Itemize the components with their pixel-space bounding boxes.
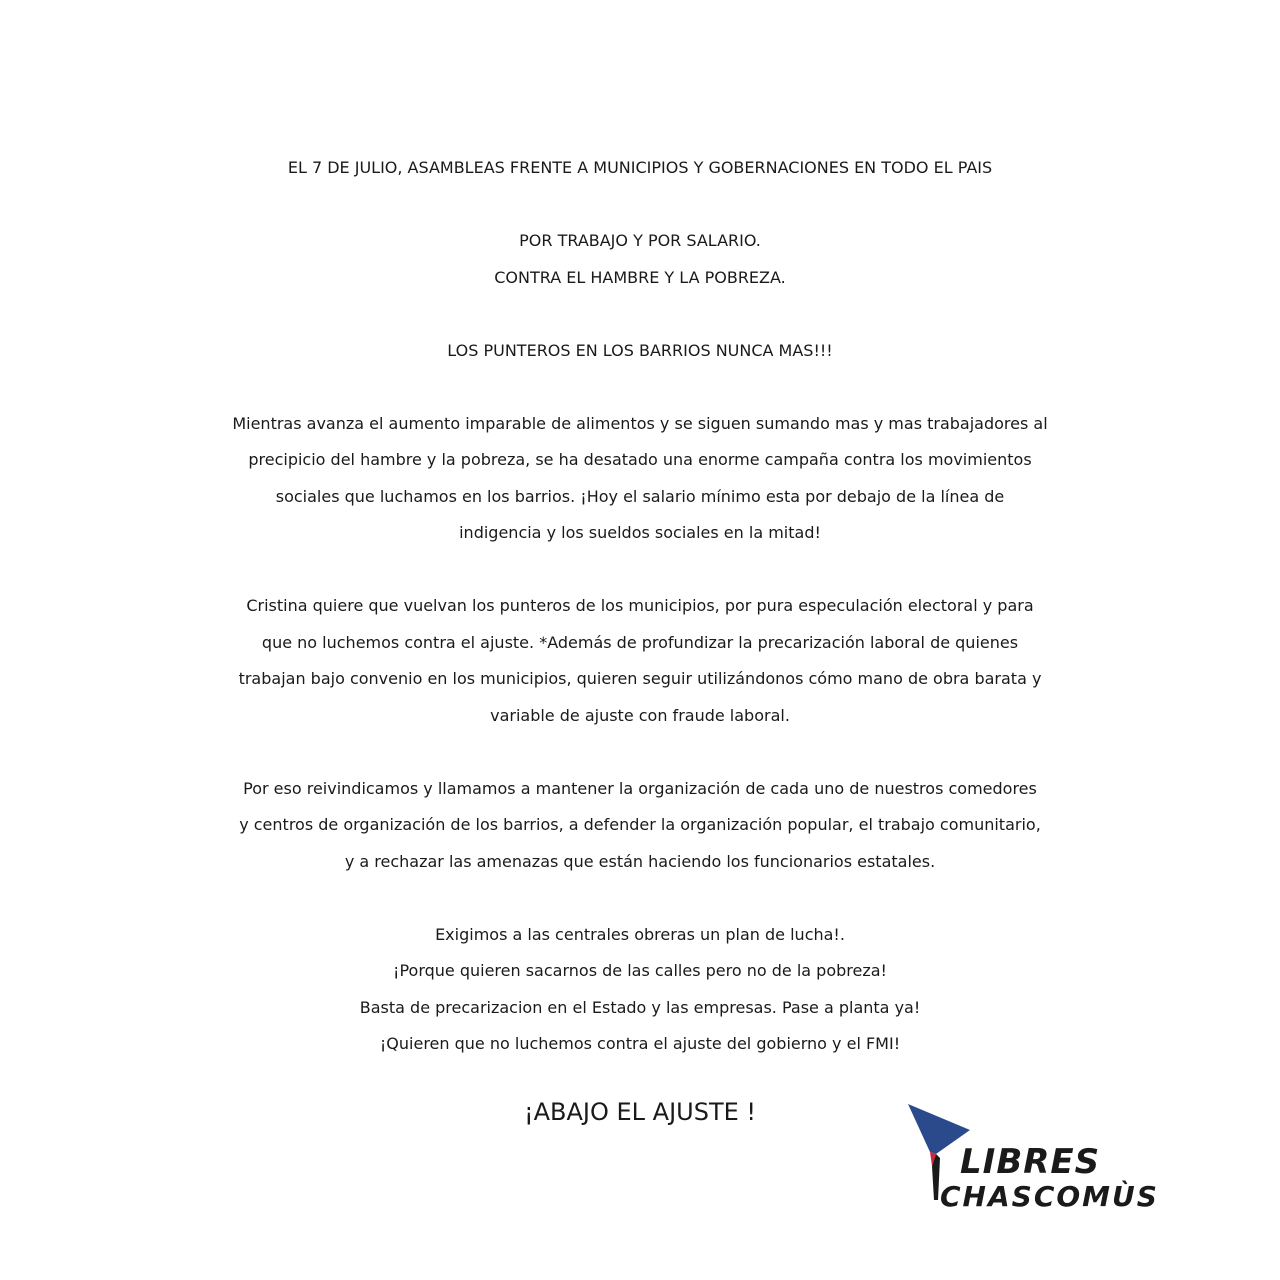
document-title: EL 7 DE JULIO, ASAMBLEAS FRENTE A MUNICIPIOS Y GOBERNACIONES EN TODO EL PAIS <box>287 158 993 177</box>
spacer <box>0 880 1280 917</box>
paragraph-2-line: trabajan bajo convenio en los municipios, quieren seguir utilizándonos cómo mano de obra barata y <box>238 669 1042 688</box>
document-body <box>0 150 1280 1063</box>
logo-text-chascomus: CHASCOMÙS <box>940 1180 1159 1213</box>
demand-line: Exigimos a las centrales obreras un plan de lucha!. <box>435 924 845 944</box>
paragraph-3-line: y centros de organización de los barrios, a defender la organización popular, el trabajo comunitario, <box>239 815 1041 834</box>
demand-line: Basta de precarizacion en el Estado y las empresas. Pase a planta ya! <box>359 997 921 1017</box>
paragraph-3-line: Por eso reivindicamos y llamamos a mantener la organización de cada uno de nuestros comedores <box>243 778 1037 798</box>
paragraph-2-line: variable de ajuste con fraude laboral. <box>490 705 790 725</box>
slogan-line: POR TRABAJO Y POR SALARIO. <box>519 231 761 250</box>
demand-line: ¡Porque quieren sacarnos de las calles pero no de la pobreza! <box>393 961 887 980</box>
paragraph-1-line: sociales que luchamos en los barrios. ¡Hoy el salario mínimo esta por debajo de la línea de <box>275 486 1005 506</box>
slogan-line: CONTRA EL HAMBRE Y LA POBREZA. <box>494 267 786 287</box>
paragraph-1-line: indigencia y los sueldos sociales en la mitad! <box>459 523 821 542</box>
paragraph-2-line: Cristina quiere que vuelvan los punteros de los municipios, por pura especulación electoral y para <box>246 596 1034 615</box>
paragraph-1-line: precipicio del hambre y la pobreza, se ha desatado una enorme campaña contra los movimientos <box>248 450 1032 469</box>
spacer <box>0 552 1280 589</box>
spacer <box>0 734 1280 771</box>
libres-chascomus-logo <box>900 1100 1190 1220</box>
headline: LOS PUNTEROS EN LOS BARRIOS NUNCA MAS!!! <box>447 340 833 360</box>
spacer <box>0 369 1280 406</box>
paragraph-1-line: Mientras avanza el aumento imparable de alimentos y se siguen sumando mas y mas trabajadores al <box>232 413 1048 433</box>
spacer <box>0 296 1280 333</box>
demand-line: ¡Quieren que no luchemos contra el ajuste del gobierno y el FMI! <box>379 1034 901 1053</box>
paragraph-2-line: que no luchemos contra el ajuste. *Además de profundizar la precarización laboral de quienes <box>261 632 1019 652</box>
logo-text-libres: LIBRES <box>960 1142 1101 1182</box>
paragraph-3-line: y a rechazar las amenazas que están haciendo los funcionarios estatales. <box>344 851 936 871</box>
spacer <box>0 187 1280 224</box>
closing-slogan: ¡ABAJO EL AJUSTE ! <box>523 1098 757 1126</box>
